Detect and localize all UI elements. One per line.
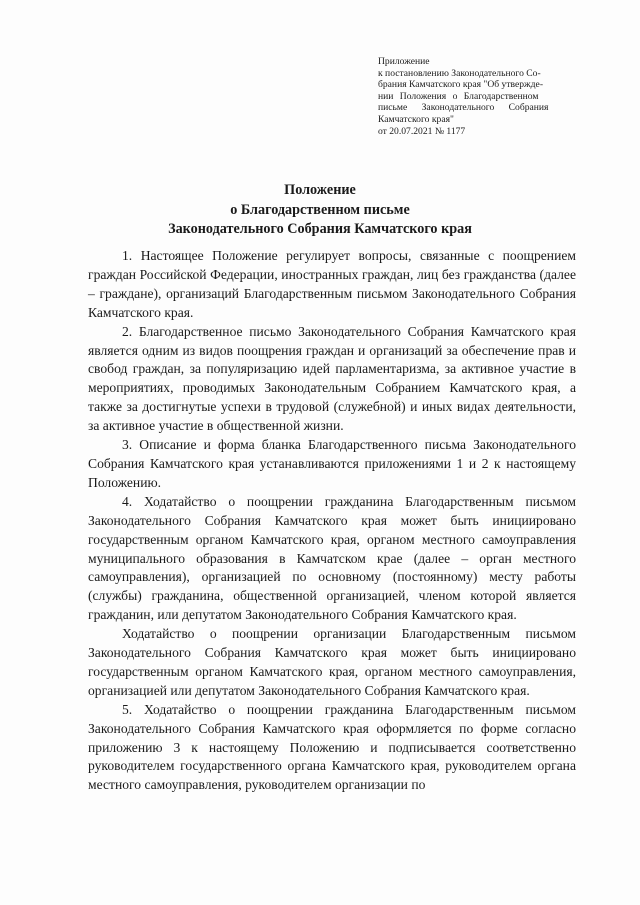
title-line: Положение	[284, 182, 356, 198]
paragraph: 1. Настоящее Положение регулирует вопросы, связанные с поощрением граждан Российской Федерации, иностранных граждан, лиц без гражданства (далее – граждане), организаций Благодарственным письмом Законодательного Собрания Камчатского края.	[88, 248, 576, 320]
document-title	[80, 181, 560, 240]
appendix-line: письме Законодательного Собрания	[378, 102, 549, 114]
title-line: о Благодарственном письме	[230, 201, 410, 218]
appendix-line: брания Камчатского края "Об утвержде-	[378, 79, 544, 91]
paragraph: Ходатайство о поощрении организации Благодарственным письмом Законодательного Собрания Камчатского края может быть инициировано государственным органом Камчатского края, органом местного самоуправления, организацией или депутатом Законодательного Собрания Камчатского края.	[88, 626, 576, 698]
appendix-line: Камчатского края"	[378, 113, 454, 125]
appendix-line: от 20.07.2021 № 1177	[378, 125, 466, 137]
appendix-line: к постановлению Законодательного Со-	[378, 67, 541, 79]
document-body	[88, 247, 576, 795]
appendix-note	[378, 56, 568, 137]
paragraph: 5. Ходатайство о поощрении гражданина Благодарственным письмом Законодательного Собрания Камчатского края оформляется по форме согласно приложению 3 к настоящему Положению и подписывается соответственно руководителем государственного органа Камчатского края, руководителем органа местного самоуправления, руководителем организации по	[88, 701, 576, 793]
appendix-line: Приложение	[378, 56, 430, 67]
appendix-line: нии Положения о Благодарственном	[378, 90, 539, 102]
paragraph: 2. Благодарственное письмо Законодательного Собрания Камчатского края является одним из видов поощрения граждан и организаций за обеспечение прав и свобод граждан, за популяризацию идей парламентаризма, за активное участие в мероприятиях, проводимых Законодательным Собранием Камчатского края, а также за достигнутые успехи в трудовой (служебной) и иных видах деятельности, за активное участие в общественной жизни.	[88, 323, 576, 434]
paragraph: 4. Ходатайство о поощрении гражданина Благодарственным письмом Законодательного Собрания Камчатского края может быть инициировано государственным органом Камчатского края, органом местного самоуправления муниципального образования в Камчатском крае (далее – орган местного самоуправления), организацией по основному (постоянному) месту работы (службы) гражданина, общественной организацией, членом которой является гражданин, или депутатом Законодательного Собрания Камчатского края.	[88, 493, 576, 623]
paragraph: 3. Описание и форма бланка Благодарственного письма Законодательного Собрания Камчатского края устанавливаются приложениями 1 и 2 к настоящему Положению.	[88, 437, 576, 490]
title-line: Законодательного Собрания Камчатского края	[168, 221, 472, 237]
